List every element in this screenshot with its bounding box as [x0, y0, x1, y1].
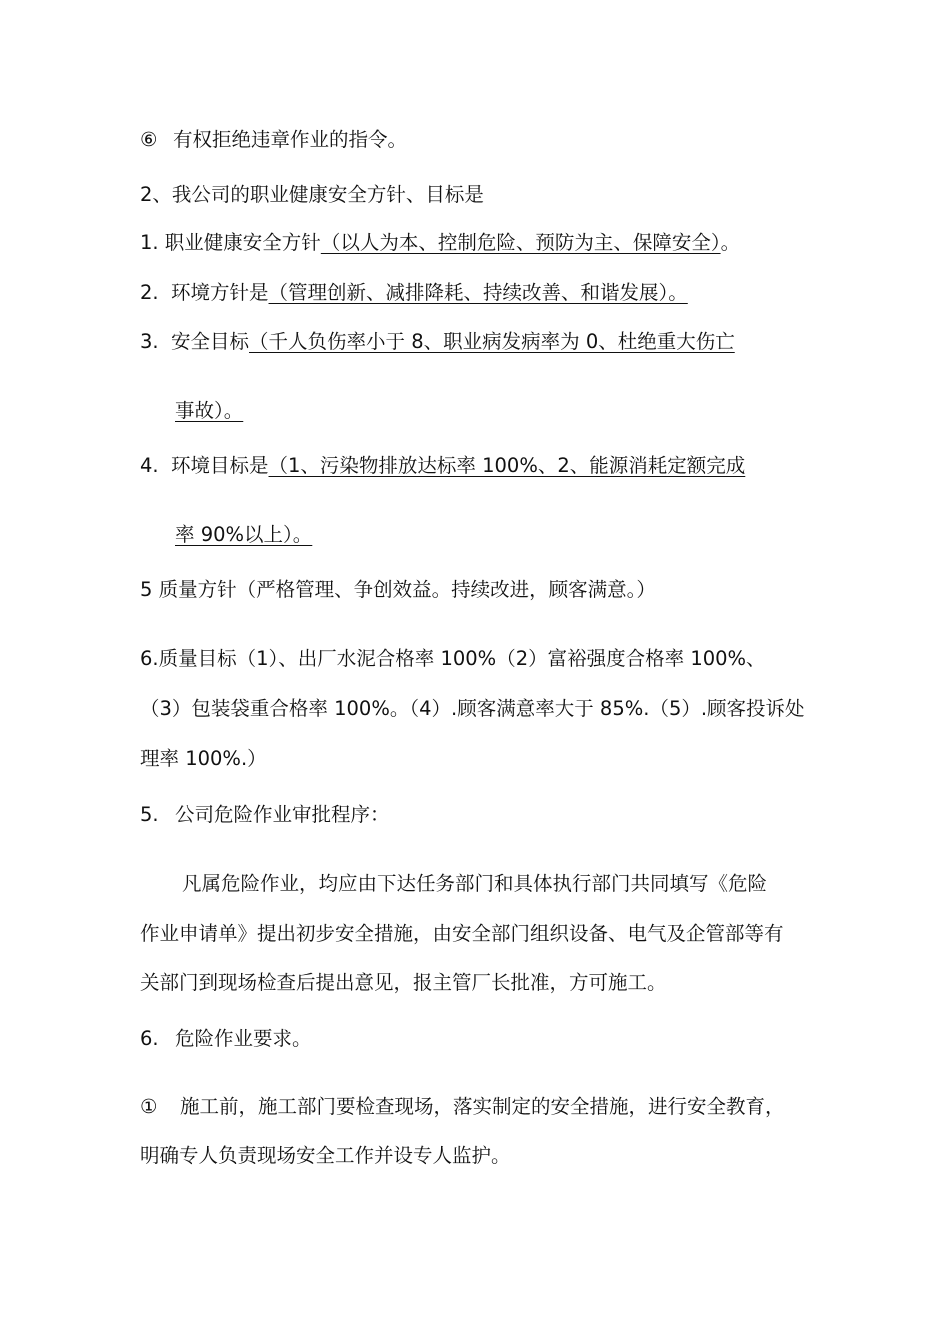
- requirement-1-line-1: [140, 1095, 785, 1119]
- section-5-number: 5.: [140, 803, 159, 826]
- section-6-title: 危险作业要求。: [175, 1027, 312, 1050]
- section-5-title: 公司危险作业审批程序：: [175, 803, 390, 826]
- quality-target-line-2: （3）包装袋重合格率 100%。（4）.顾客满意率大于 85%.（5）.顾客投诉处: [140, 697, 805, 720]
- ohs-policy-label: 1. 职业健康安全方针: [140, 231, 321, 254]
- env-policy-line: [140, 281, 698, 305]
- env-target-line-2: [175, 523, 312, 547]
- quality-policy: 5 质量方针（严格管理、争创效益。持续改进，顾客满意。）: [140, 578, 656, 601]
- section-6-heading: [140, 1027, 312, 1051]
- requirement-1-marker: ①: [140, 1095, 158, 1118]
- env-policy-value: （管理创新、减排降耗、持续改善、和谐发展）。: [268, 281, 688, 304]
- requirement-1-text: 施工前，施工部门要检查现场，落实制定的安全措施，进行安全教育，: [180, 1095, 785, 1118]
- safety-target-label: 3. 安全目标: [140, 330, 250, 353]
- approval-text-line-3: 关部门到现场检查后提出意见，报主管厂长批准，方可施工。: [140, 971, 667, 994]
- safety-target-value-2: 事故）。: [175, 399, 244, 422]
- ohs-policy-tail: 。: [720, 231, 741, 254]
- env-target-value-2: 率 90%以上）。: [175, 523, 313, 546]
- approval-text-line-2: 作业申请单》提出初步安全措施，由安全部门组织设备、电气及企管部等有: [140, 922, 784, 945]
- safety-target-value-1: （千人负伤率小于 8、职业病发病率为 0、杜绝重大伤亡: [249, 330, 735, 353]
- item-6-line: [140, 128, 407, 152]
- section-5-heading: [140, 803, 390, 827]
- item-6-text: 有权拒绝违章作业的指令。: [173, 128, 408, 151]
- safety-target-line-1: [140, 330, 735, 354]
- requirement-1-line-2: 明确专人负责现场安全工作并设专人监护。: [140, 1144, 511, 1167]
- env-target-label: 4. 环境目标是: [140, 454, 269, 477]
- ohs-policy-line: [140, 231, 740, 255]
- quality-target-line-1: 6.质量目标（1）、出厂水泥合格率 100%（2）富裕强度合格率 100%、: [140, 647, 766, 670]
- section-6-number: 6.: [140, 1027, 159, 1050]
- approval-text-line-1: 凡属危险作业，均应由下达任务部门和具体执行部门共同填写《危险: [182, 872, 768, 895]
- safety-target-line-2: [175, 399, 243, 423]
- section-2-title: 2、我公司的职业健康安全方针、目标是: [140, 183, 484, 206]
- env-target-value-1: （1、污染物排放达标率 100%、2、能源消耗定额完成: [268, 454, 746, 477]
- item-6-marker: ⑥: [140, 128, 158, 151]
- ohs-policy-value: （以人为本、控制危险、预防为主、保障安全）: [320, 231, 721, 254]
- env-policy-label: 2. 环境方针是: [140, 281, 269, 304]
- env-target-line-1: [140, 454, 745, 478]
- quality-target-line-3: 理率 100%.）: [140, 747, 267, 770]
